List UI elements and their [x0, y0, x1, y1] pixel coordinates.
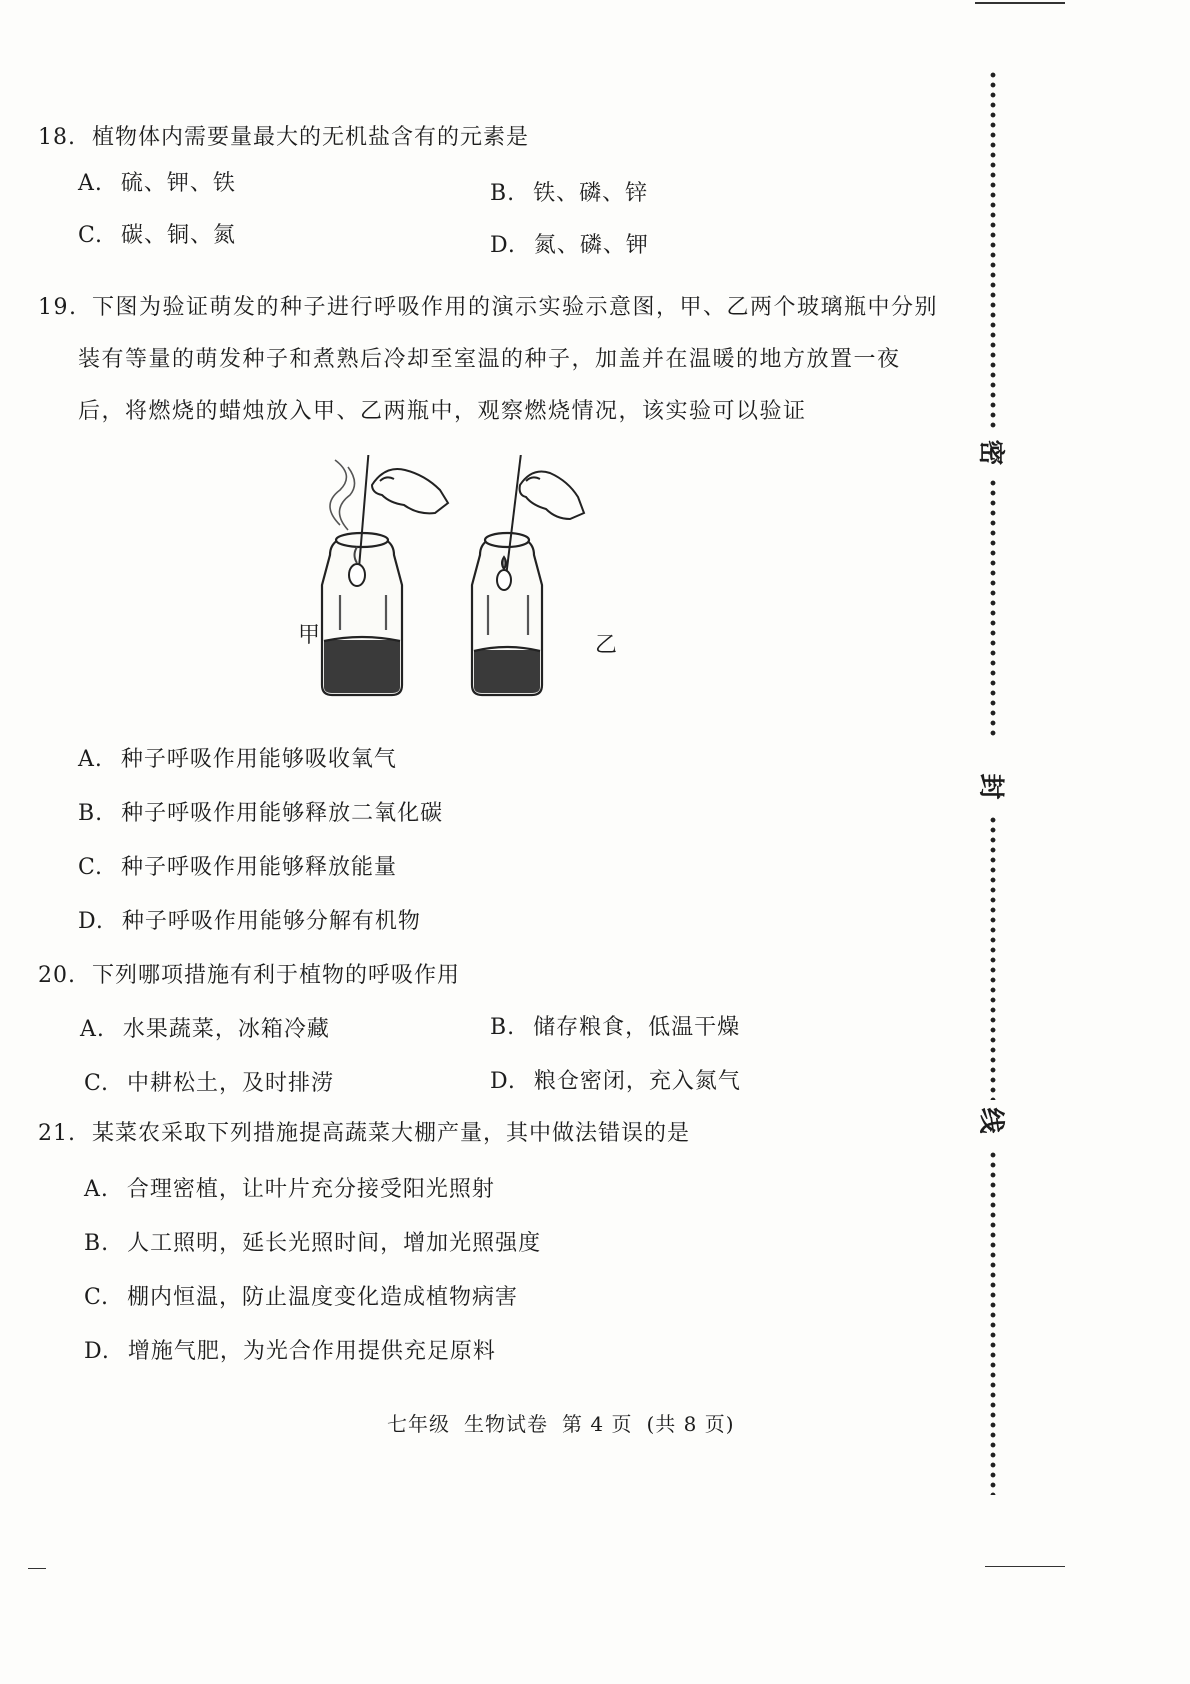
question-19-stem-line-2: 装有等量的萌发种子和煮熟后冷却至室温的种子，加盖并在温暖的地方放置一夜 [78, 347, 901, 372]
q20-option-b [490, 1010, 740, 1041]
jar-yi [472, 533, 542, 695]
option-letter: B. [84, 1231, 110, 1256]
seal-char-mi: 密 [975, 439, 1006, 466]
option-text: 种子呼吸作用能够分解有机物 [121, 909, 421, 934]
option-letter: B. [490, 1015, 516, 1040]
option-text: 增施气肥，为光合作用提供充足原料 [127, 1339, 496, 1364]
q21-option-a [84, 1172, 495, 1203]
option-text: 铁、磷、锌 [533, 181, 649, 206]
q19-option-a [78, 742, 397, 773]
option-letter: A. [78, 747, 103, 772]
option-text: 硫、钾、铁 [120, 171, 236, 196]
page-footer [387, 1408, 749, 1437]
question-text: 下列哪项措施有利于植物的呼吸作用 [92, 963, 461, 988]
hand-yi [520, 472, 584, 520]
option-letter: D. [490, 1069, 516, 1094]
q21-option-b [84, 1226, 541, 1257]
option-letter: D. [78, 909, 104, 934]
q20-option-a [80, 1012, 330, 1043]
hand-jia [372, 469, 448, 513]
q19-option-c [78, 850, 397, 881]
q19-option-b [78, 796, 443, 827]
question-number: 20. [38, 963, 76, 988]
respiration-experiment-figure [300, 455, 630, 705]
jar-jia [322, 533, 402, 695]
option-text: 种子呼吸作用能够释放能量 [121, 855, 398, 880]
q18-option-c [78, 218, 236, 249]
footer-page: 第 4 页 [562, 1412, 633, 1436]
option-letter: C. [84, 1285, 110, 1310]
seal-char-feng: 封 [975, 773, 1006, 800]
question-21-stem [38, 1116, 690, 1147]
seal-char-xian: 线 [975, 1107, 1006, 1134]
seal-line-dots-4 [990, 1150, 996, 1495]
option-letter: D. [490, 233, 516, 258]
footer-grade: 七年级 [387, 1412, 450, 1436]
q19-option-d [78, 904, 421, 935]
option-text: 中耕松土，及时排涝 [127, 1071, 335, 1096]
scan-edge-bottom-right [985, 1566, 1065, 1567]
question-number: 19. [38, 295, 78, 320]
option-letter: A. [80, 1017, 105, 1042]
figure-label-yi: 乙 [595, 633, 618, 658]
question-text: 植物体内需要量最大的无机盐含有的元素是 [92, 125, 530, 150]
seal-line-dots-1 [990, 70, 996, 430]
option-text: 人工照明，延长光照时间，增加光照强度 [127, 1231, 542, 1256]
q18-option-d [490, 228, 649, 259]
q21-option-d [84, 1334, 496, 1365]
option-text: 棚内恒温，防止温度变化造成植物病害 [127, 1285, 519, 1310]
seal-line-dots-2 [990, 478, 996, 740]
q20-option-c [84, 1066, 334, 1097]
question-text: 某菜农采取下列措施提高蔬菜大棚产量，其中做法错误的是 [92, 1121, 691, 1146]
q18-option-b [490, 176, 648, 207]
option-letter: D. [84, 1339, 110, 1364]
question-20-stem [38, 958, 460, 989]
option-text: 水果蔬菜，冰箱冷藏 [122, 1017, 330, 1042]
question-text: 下图为验证萌发的种子进行呼吸作用的演示实验示意图，甲、乙两个玻璃瓶中分别 [92, 295, 939, 320]
option-letter: C. [84, 1071, 110, 1096]
q21-option-c [84, 1280, 518, 1311]
option-letter: B. [78, 801, 104, 826]
footer-subject: 生物试卷 [464, 1412, 548, 1436]
option-text: 合理密植，让叶片充分接受阳光照射 [126, 1177, 495, 1202]
q20-option-d [490, 1064, 741, 1095]
question-number: 18. [38, 125, 76, 150]
option-letter: C. [78, 223, 104, 248]
question-19-stem-line-3: 后，将燃烧的蜡烛放入甲、乙两瓶中，观察燃烧情况，该实验可以验证 [78, 399, 807, 424]
option-text: 储存粮食，低温干燥 [533, 1015, 741, 1040]
option-text: 种子呼吸作用能够释放二氧化碳 [121, 801, 444, 826]
question-number: 21. [38, 1121, 76, 1146]
figure-label-jia: 甲 [298, 623, 321, 648]
seal-line-dots-3 [990, 815, 996, 1100]
question-19-stem-line-1 [38, 290, 938, 321]
option-text: 氮、磷、钾 [533, 233, 649, 258]
option-letter: A. [78, 171, 103, 196]
q18-option-a [78, 166, 236, 197]
option-letter: B. [490, 181, 516, 206]
scan-edge-top [975, 2, 1065, 4]
option-text: 粮仓密闭，充入氮气 [533, 1069, 741, 1094]
option-text: 种子呼吸作用能够吸收氧气 [120, 747, 397, 772]
footer-total: (共 8 页) [646, 1412, 735, 1436]
option-letter: A. [84, 1177, 109, 1202]
scan-edge-bottom-left [28, 1568, 46, 1569]
question-18-stem [38, 120, 529, 151]
option-text: 碳、铜、氮 [121, 223, 237, 248]
option-letter: C. [78, 855, 104, 880]
